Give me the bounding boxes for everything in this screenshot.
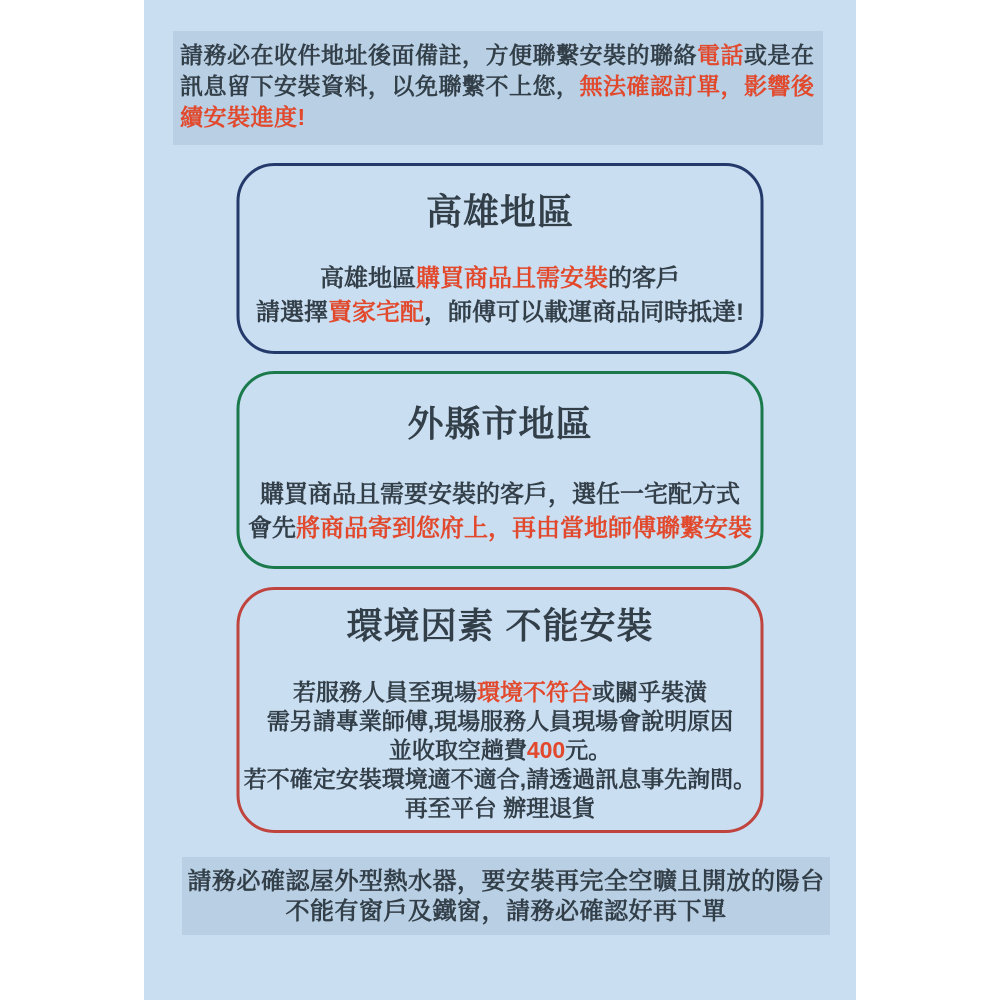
emphasis-text: 購買商品且需安裝 <box>416 265 608 292</box>
plain-text: 訊息留下安裝資料，以免聯繫不上您， <box>180 73 580 99</box>
other-counties-title: 外縣市地區 <box>407 403 593 444</box>
plain-text: 或是在 <box>744 42 815 68</box>
top-notice-line-2 <box>180 71 816 102</box>
other-counties-box <box>237 371 764 569</box>
environment-body-line-5 <box>240 794 761 823</box>
environment-body-line-2 <box>240 707 761 736</box>
other-counties-body <box>240 478 761 546</box>
environment-factor-box <box>237 587 764 833</box>
environment-body-line-4 <box>240 765 761 794</box>
emphasis-text: 環境不符合 <box>477 679 592 705</box>
emphasis-text: 電話 <box>697 42 744 68</box>
plain-text: 或關乎裝潢 <box>592 679 707 705</box>
other-counties-body-line-1 <box>240 478 761 512</box>
plain-text: 若服務人員至現場 <box>293 679 477 705</box>
bottom-notice-panel <box>182 857 830 935</box>
emphasis-text: 無法確認訂單，影響後 <box>579 73 815 99</box>
plain-text: 請選擇 <box>256 299 328 326</box>
kaohsiung-body-line-2 <box>240 296 761 330</box>
plain-text: 請務必在收件地址後面備註，方便聯繫安裝的聯絡 <box>180 42 697 68</box>
top-notice-line-3 <box>180 102 816 133</box>
plain-text: 若不確定安裝環境適不適合,請透過訊息事先詢問。 <box>243 766 757 792</box>
other-counties-body-line-2 <box>240 512 761 546</box>
top-notice-panel <box>173 31 823 145</box>
plain-text: 再至平台 辦理退貨 <box>404 795 596 821</box>
kaohsiung-area-box <box>237 163 764 354</box>
emphasis-text: 400 <box>526 737 566 763</box>
plain-text: 的客戶 <box>608 265 680 292</box>
bottom-notice-line-1 <box>182 867 830 897</box>
plain-text: 會先 <box>248 515 296 542</box>
plain-text: 購買商品且需要安裝的客戶，選任一宅配方式 <box>260 481 740 508</box>
environment-factor-title: 環境因素 不能安裝 <box>346 605 654 646</box>
plain-text: 不能有窗戶及鐵窗，請務必確認好再下單 <box>285 898 727 925</box>
plain-text: 需另請專業師傅,現場服務人員現場會說明原因 <box>266 708 734 734</box>
notice-column <box>144 0 856 1000</box>
plain-text: 並收取空趟費 <box>388 737 527 763</box>
kaohsiung-area-body <box>240 262 761 330</box>
environment-body-line-3 <box>240 736 761 765</box>
plain-text: 元。 <box>565 737 612 763</box>
kaohsiung-area-title: 高雄地區 <box>425 191 574 232</box>
plain-text: 高雄地區 <box>320 265 416 292</box>
plain-text: 請務必確認屋外型熱水器，要安裝再完全空曠且開放的陽台 <box>187 868 825 895</box>
kaohsiung-body-line-1 <box>240 262 761 296</box>
bottom-notice-line-2 <box>182 897 830 927</box>
environment-factor-body <box>240 678 761 823</box>
top-notice-line-1 <box>180 40 816 71</box>
environment-body-line-1 <box>240 678 761 707</box>
emphasis-text: 賣家宅配 <box>328 299 424 326</box>
plain-text: ，師傅可以載運商品同時抵達! <box>424 299 744 326</box>
emphasis-text: 續安裝進度! <box>180 104 306 130</box>
emphasis-text: 將商品寄到您府上，再由當地師傅聯繫安裝 <box>296 515 752 542</box>
